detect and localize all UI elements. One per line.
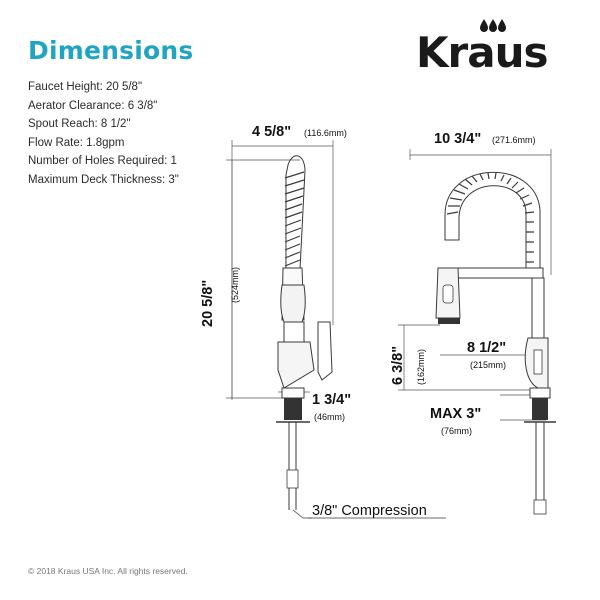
front-reach-mm: (215mm) (470, 360, 507, 370)
spec-holes-required: Number of Holes Required: 1 (28, 155, 177, 168)
side-base-inches: 1 3/4" (312, 392, 352, 408)
spec-deck-thickness: Maximum Deck Thickness: 3" (28, 173, 179, 186)
brand-wordmark: Kraus (416, 28, 548, 77)
side-height-inches: 20 5/8" (200, 279, 216, 327)
side-width-inches: 4 5/8" (252, 124, 292, 140)
spec-spout-reach: Spout Reach: 8 1/2" (28, 118, 131, 131)
front-deck-mm: (76mm) (441, 426, 472, 436)
spec-flow-rate: Flow Rate: 1.8gpm (28, 136, 125, 149)
copyright-notice: © 2018 Kraus USA Inc. All rights reserved. (28, 566, 188, 576)
front-reach-inches: 8 1/2" (467, 340, 507, 356)
compression-label: 3/8" Compression (312, 503, 427, 519)
side-width-mm: (116.6mm) (304, 128, 347, 138)
front-width-inches: 10 3/4" (434, 131, 482, 147)
front-clearance-mm: (162mm) (416, 348, 426, 385)
side-base-mm: (46mm) (314, 412, 345, 422)
front-width-mm: (271.6mm) (492, 135, 536, 145)
page-title: Dimensions (28, 36, 194, 65)
front-view-faucet (398, 149, 556, 514)
side-view-faucet (226, 140, 446, 518)
spec-aerator-clearance: Aerator Clearance: 6 3/8" (28, 99, 158, 112)
front-clearance-inches: 6 3/8" (390, 345, 406, 385)
side-height-mm: (524mm) (230, 266, 240, 303)
front-deck-inches: MAX 3" (430, 406, 482, 422)
spec-faucet-height: Faucet Height: 20 5/8" (28, 81, 143, 93)
